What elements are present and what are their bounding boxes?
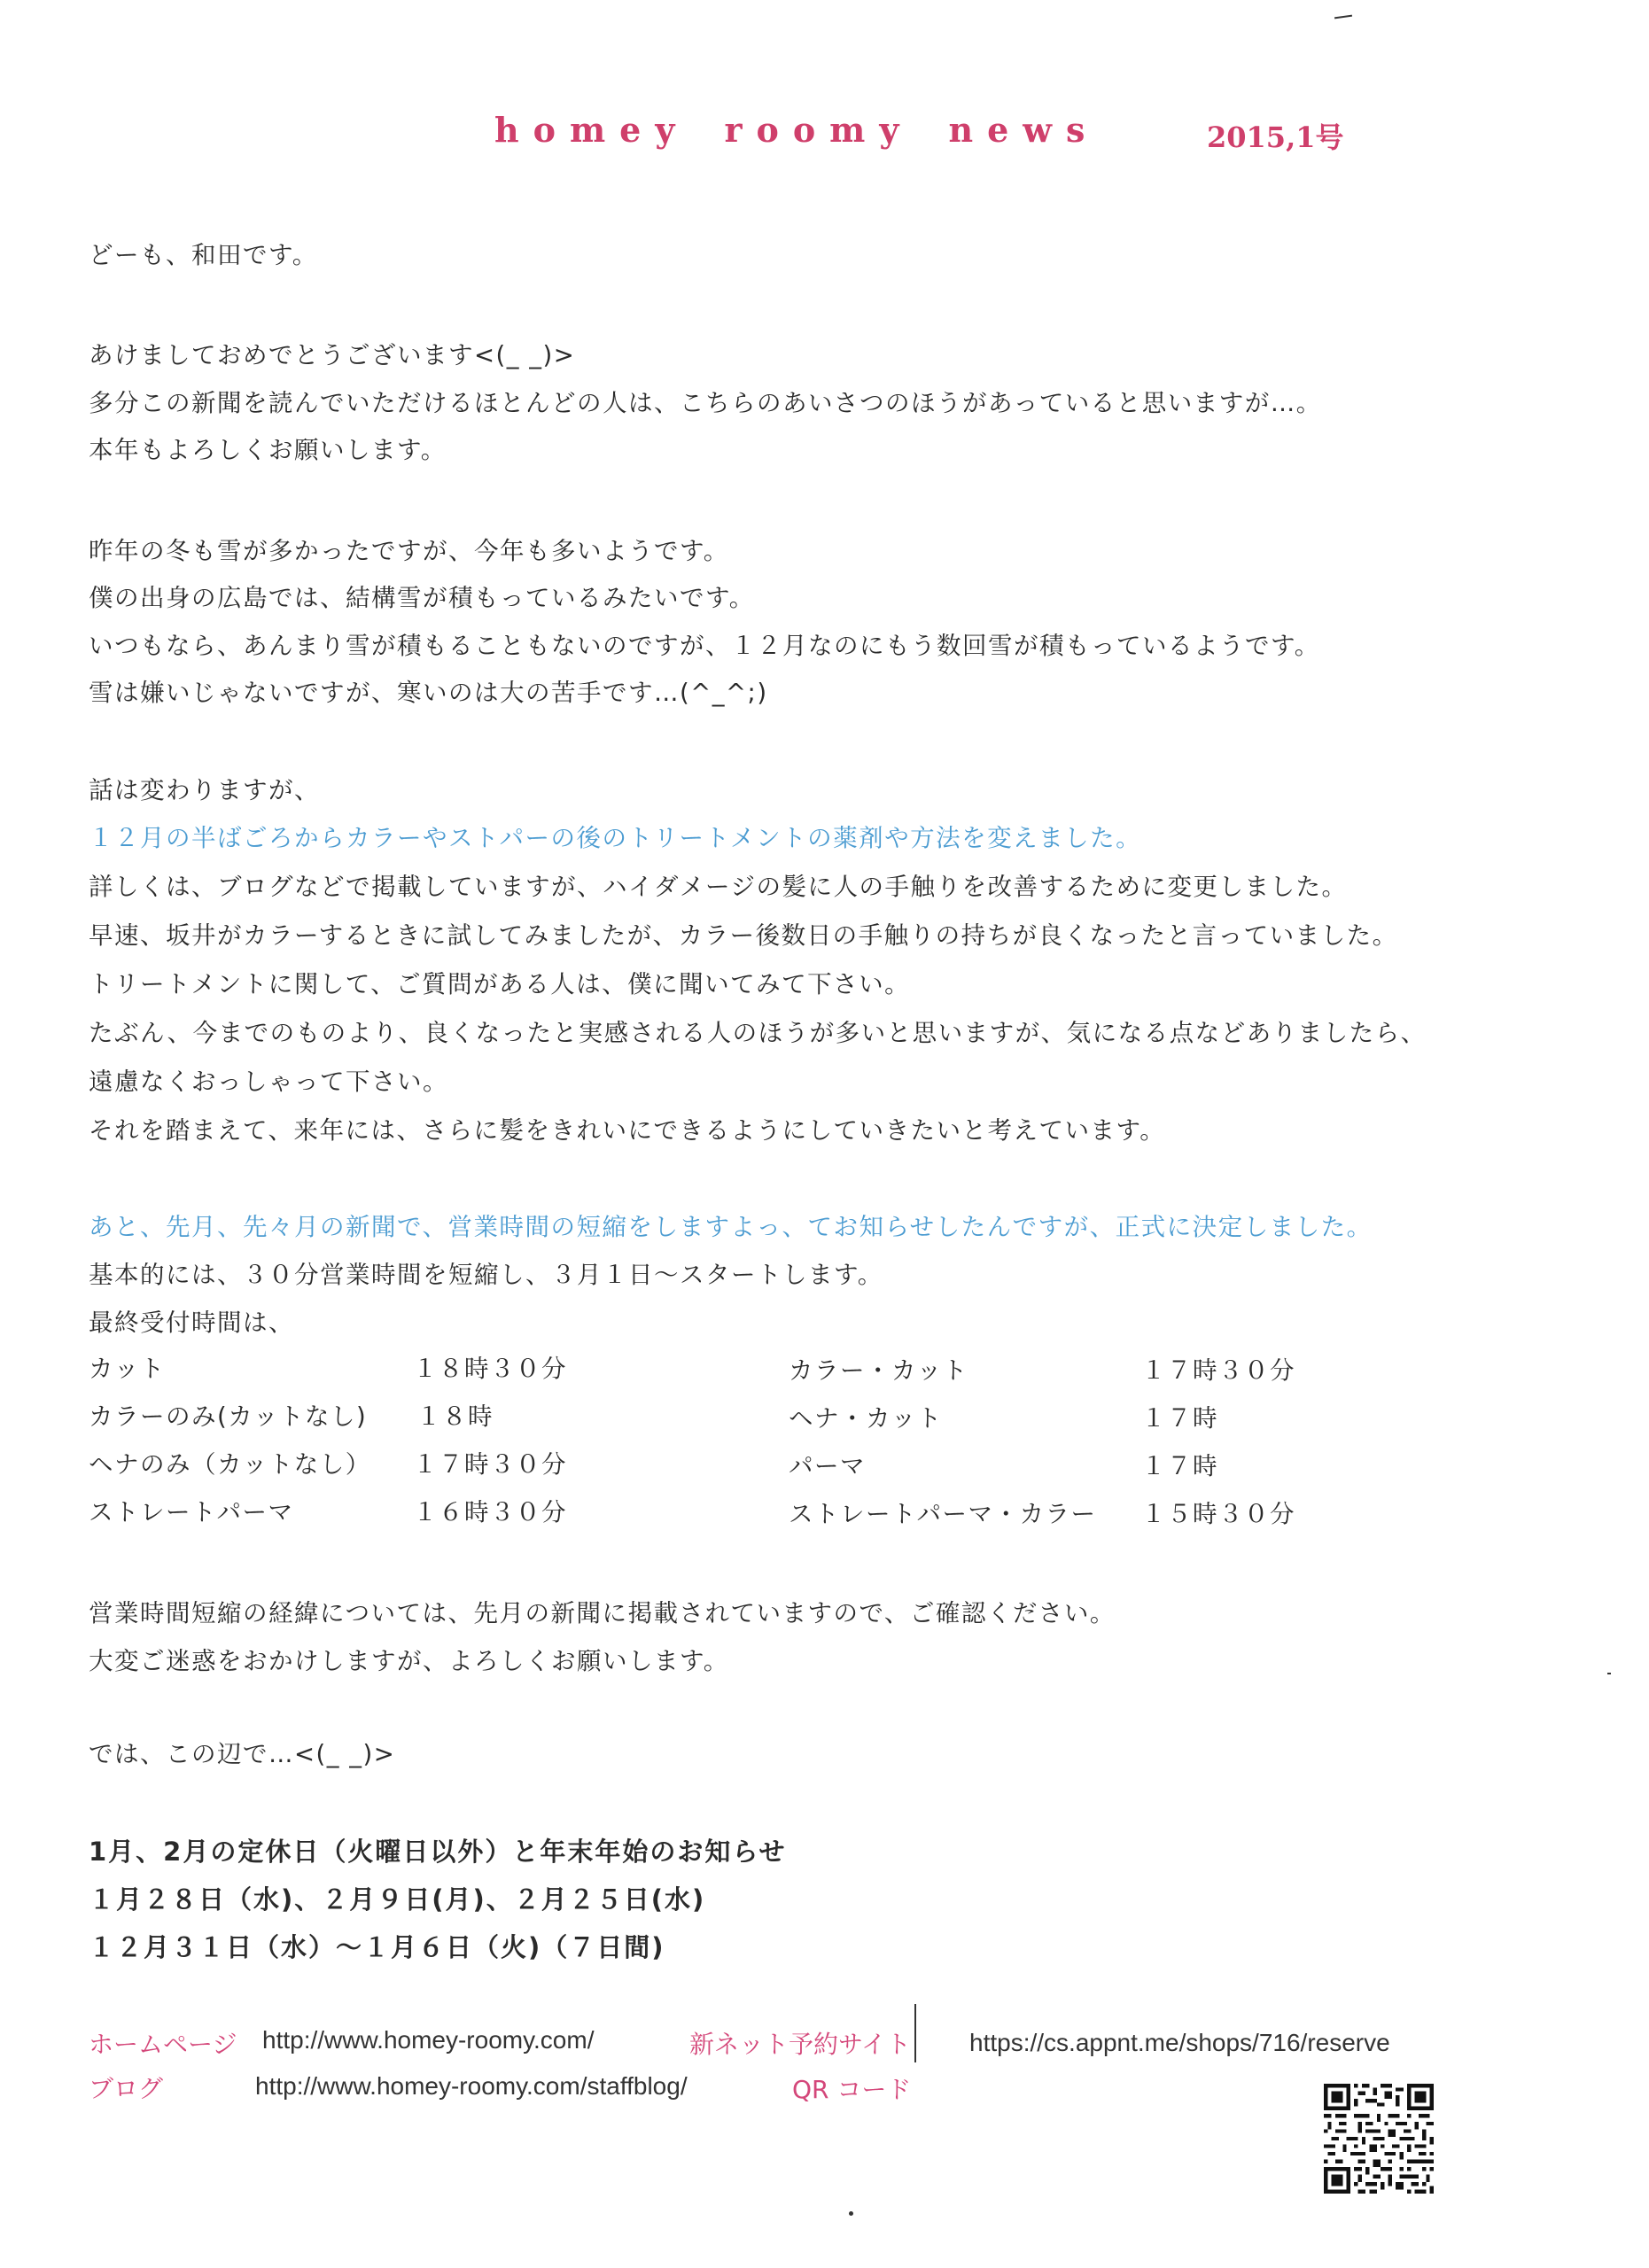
blog-link[interactable]: http://www.homey-roomy.com/staffblog/: [255, 2072, 688, 2100]
menu-time: １８時: [416, 1402, 494, 1431]
menu-time: １８時３０分: [413, 1355, 567, 1383]
new-year-holiday-dates: １２月３１日（水）～１月６日（火)（７日間): [89, 1932, 665, 1962]
menu-name: ヘナのみ（カットなし）: [89, 1450, 371, 1479]
qr-label: QR コード: [792, 2075, 912, 2104]
title-word: roomy: [724, 110, 914, 150]
menu-name: カラーのみ(カットなし): [89, 1402, 368, 1431]
para3-line: トリートメントに関して、ご質問がある人は、僕に聞いてみて下さい。: [89, 970, 911, 998]
scan-dot: [849, 2211, 853, 2216]
menu-time: １７時３０分: [1141, 1356, 1295, 1385]
para1-line: 本年もよろしくお願いします。: [89, 436, 447, 464]
reserve-label: 新ネット予約サイト: [689, 2030, 912, 2059]
menu-name: ストレートパーマ・カラー: [789, 1500, 1097, 1528]
blog-label: ブログ: [89, 2074, 164, 2103]
para3-line: それを踏まえて、来年には、さらに髪をきれいにできるようにしていきたいと考えています。: [89, 1116, 1166, 1145]
para3-intro: 話は変わりますが、: [89, 776, 320, 804]
menu-time: １７時: [1141, 1404, 1218, 1433]
menu-time: １７時: [1141, 1452, 1218, 1480]
para1-line: あけましておめでとうございます<(_ _)>: [89, 341, 576, 369]
para4-line: 基本的には、３０分営業時間を短縮し、３月１日～スタートします。: [89, 1261, 883, 1289]
para3-line: たぶん、今までのものより、良くなったと実感される人のほうが多いと思いますが、気になる点などありましたら、: [89, 1019, 1427, 1047]
greeting: どーも、和田です。: [89, 241, 318, 269]
issue-number: 2015,1号: [1207, 120, 1344, 154]
title-word: news: [948, 110, 1100, 150]
pen-mark: [914, 2004, 916, 2062]
scan-dot: [1607, 1673, 1611, 1674]
para3-line: 詳しくは、ブログなどで掲載していますが、ハイダメージの髪に人の手触りを改善するために変更しました。: [89, 873, 1348, 901]
reserve-link[interactable]: https://cs.appnt.me/shops/716/reserve: [969, 2029, 1390, 2056]
menu-name: カラー・カット: [789, 1356, 968, 1385]
hours-highlight: あと、先月、先々月の新聞で、営業時間の短縮をしますよっ、てお知らせしたんですが、正式に決定しました。: [89, 1213, 1373, 1241]
para5-line: 大変ご迷惑をおかけしますが、よろしくお願いします。: [89, 1647, 729, 1675]
para2-line: いつもなら、あんまり雪が積もることもないのですが、１２月なのにもう数回雪が積もっているようです。: [89, 632, 1320, 660]
para4-line: 最終受付時間は、: [89, 1309, 294, 1337]
homepage-link[interactable]: http://www.homey-roomy.com/: [262, 2026, 595, 2054]
para3-line: 早速、坂井がカラーするときに試してみましたが、カラー後数日の手触りの持ちが良くなったと言っていました。: [89, 921, 1398, 950]
newsletter-title: [494, 110, 1099, 150]
holiday-dates: １月２８日（水)、２月９日(月)、２月２５日(水): [89, 1884, 706, 1915]
para1-line: 多分この新聞を読んでいただけるほとんどの人は、こちらのあいさつのほうがあっていると思いますが…。: [89, 389, 1322, 417]
para5-line: 営業時間短縮の経緯については、先月の新聞に掲載されていますので、ご確認ください。: [89, 1599, 1116, 1627]
scan-mark: [1334, 15, 1352, 19]
para2-line: 昨年の冬も雪が多かったですが、今年も多いようです。: [89, 537, 729, 565]
closing-line: では、この辺で…<(_ _)>: [89, 1740, 396, 1768]
menu-time: １５時３０分: [1141, 1500, 1295, 1528]
menu-time: １６時３０分: [413, 1498, 567, 1526]
menu-name: パーマ: [789, 1452, 866, 1480]
menu-time: １７時３０分: [413, 1450, 567, 1479]
para2-line: 僕の出身の広島では、結構雪が積もっているみたいです。: [89, 584, 755, 612]
menu-name: ストレートパーマ: [89, 1498, 294, 1526]
title-word: homey: [494, 110, 689, 150]
menu-name: カット: [89, 1355, 166, 1383]
qr-code-image[interactable]: [1324, 2084, 1434, 2194]
para3-line: 遠慮なくおっしゃって下さい。: [89, 1068, 448, 1096]
treatment-highlight: １２月の半ばごろからカラーやストパーの後のトリートメントの薬剤や方法を変えました。: [89, 824, 1142, 852]
menu-name: ヘナ・カット: [789, 1404, 943, 1433]
holidays-heading: 1月、2月の定休日（火曜日以外）と年末年始のお知らせ: [89, 1837, 787, 1867]
para2-line: 雪は嫌いじゃないですが、寒いのは大の苦手です…(^_^;): [89, 679, 768, 707]
homepage-label: ホームページ: [89, 2030, 237, 2059]
